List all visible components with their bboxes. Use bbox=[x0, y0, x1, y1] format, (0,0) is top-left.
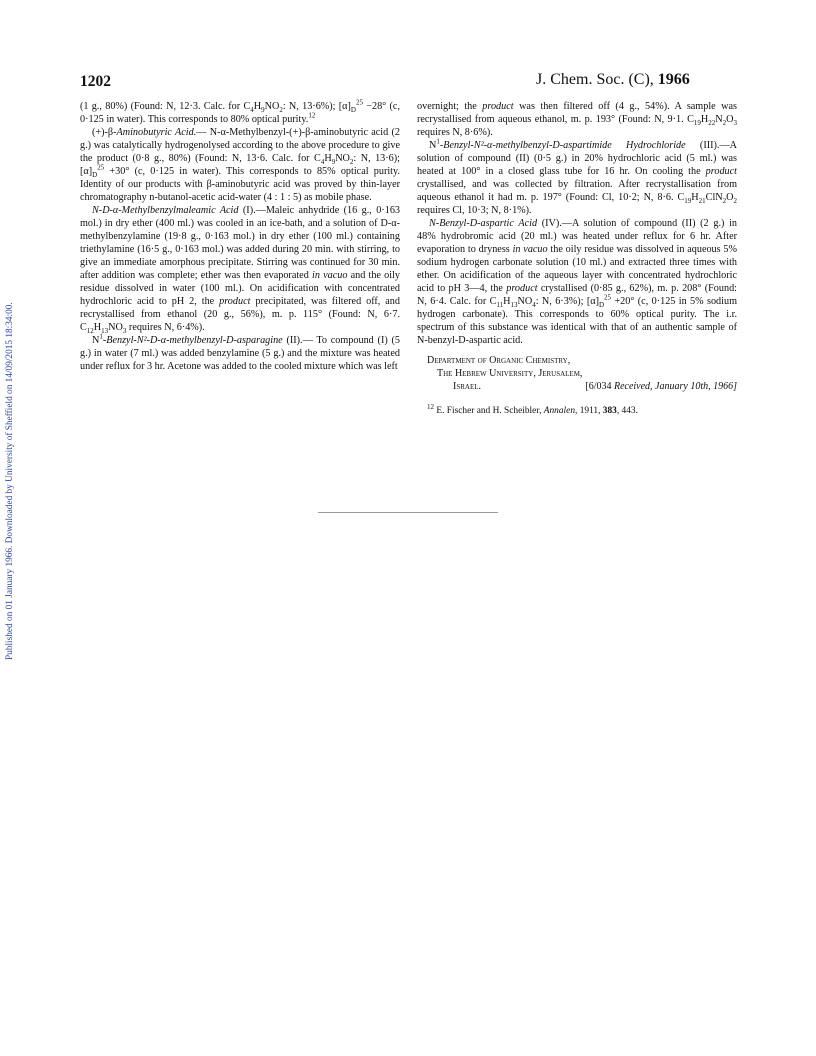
paragraph-aspartimide: $N^1-Benzyl-N^2-\alpha-methylbenzyl-D$-aspartimide Hydrochloride (III).—A solution of compound (II) (0·5 g.) in 20% hydrochloric acid (5 ml.) was heated at 100° in a closed glass tube for 16 hr. On cooling the product crystallised, and was collected by filtration. After recrystallisation from aqueous ethanol it had m. p. 197° (Found: Cl, 10·2; N, 8·6. $C_{19}H_{21}ClN_2O_2$ requires Cl, 10·3; N, 8·1%). bbox=[417, 137, 737, 216]
affiliation-department: Department of Organic Chemistry, bbox=[427, 355, 571, 366]
paragraph-asparagine-continued: overnight; the product was then filtered off (4 g., 54%). A sample was recrystallised from aqueous ethanol, m. p. 193° (Found: N, 9·1. $C_{19}H_{22}N_2O_3$ requires N, 8·6%). bbox=[417, 101, 737, 138]
affiliation-country: Israel. bbox=[453, 381, 481, 392]
compound-heading: -Benzyl-N²-α-methylbenzyl-D-aspartimide Hydrochloride bbox=[439, 140, 686, 151]
received-date: [6/034 Received, January 10th, 1966] bbox=[585, 381, 737, 392]
paragraph-maleamic-acid: N-D-α-Methylbenzylmaleamic Acid (I).—Maleic anhydride (16 g., 0·163 mol.) in dry ether (400 ml.) was cooled in an ice-bath, and a solution of D-α-methylbenzylamine (19·8 g., 0·163 mol.) in dry ether (100 ml.) containing triethylamine (16·5 g., 0·163 mol.) was added during 20 min. with stirring, to give an immediate amorphous precipitate. Stirring was continued for 30 min. after addition was complete; ether was then evaporated in vacuo and the oily residue dissolved in water (100 ml.). On acidification with concentrated hydrochloric acid to pH 2, the product precipitated, was filtered off, and recrystallised from ethanol (20 g., 56%), m. p. 115° (Found: N, 6·7. $C_{12}H_{13}NO_3$ requires N, 6·4%). bbox=[80, 205, 401, 336]
paragraph-aspartic-acid: N-Benzyl-D-aspartic Acid (IV).—A solution of compound (II) (2 g.) in 48% hydrobromic acid (20 ml.) was heated under reflux for 6 hr. After evaporation to dryness in vacuo the oily residue was dissolved in aqueous 5% sodium hydrogen carbonate solution (10 ml.) and extracted three times with ether. On acidification of the aqueous layer with concentrated hydrochloric acid to pH 3—4, the product crystallised (0·85 g., 62%), m. p. 208° (Found: N, 6·4. Calc. for $C_{11}H_{13}NO_4$: N, 6·3%); $[\alpha]_D^{25} +20^\circ$ (c, 0·125 in 5% sodium hydrogen carbonate). This corresponds to 60% optical purity. The i.r. spectrum of this substance was identical with that of an authentic sample of N-benzyl-D-aspartic acid. bbox=[417, 218, 738, 346]
paragraph-asparagine: $N^1-Benzyl-N^2-D-\alpha-methylbenzyl-D$-asparagine (II).— To compound (I) (5 g.) in water (7 ml.) was added benzylamine (5 g.) and the mixture was heated under reflux for 3 hr. Acetone was added to the cooled mixture which was left bbox=[80, 332, 400, 372]
affiliation bbox=[417, 354, 737, 393]
compound-heading: -Benzyl-N²-D-α-methylbenzyl-D-asparagine bbox=[102, 335, 283, 346]
footnote: $^{12}$ E. Fischer and H. Scheibler, Annalen, 1911, 383, 443. bbox=[427, 402, 638, 416]
journal-year: 1966 bbox=[657, 71, 690, 88]
left-column bbox=[80, 100, 400, 373]
paragraph-found-analysis: (1 g., 80%) (Found: N, 12·3. Calc. for $C_4H_9NO_2$: N, 13·6%); $[\alpha]_D^{25} -28^\circ$ (c, 0·125 in water). This corresponds to 80% optical purity.$^{12}$ bbox=[80, 98, 400, 125]
journal-header bbox=[536, 71, 690, 89]
compound-heading: N-Benzyl-D-aspartic Acid bbox=[429, 218, 538, 229]
page-number: 1202 bbox=[80, 73, 111, 90]
download-notice bbox=[5, 200, 21, 660]
end-rule bbox=[318, 512, 498, 513]
paragraph-aminobutyric-acid: (+)-β-Aminobutyric Acid.— N-α-Methylbenzyl-(+)-β-aminobutyric acid (2 g.) was catalytically hydrogenolysed according to the above procedure to give the product (0·8 g., 80%) (Found: N, 13·6. Calc. for $C_4H_9NO_2$: N, 13·6); $[\alpha]_D^{25} +30^\circ$ (c, 0·125 in water). This corresponds to 85% optical purity. Identity of our products with β-aminobutyric acid was proved by thin-layer chromatography n-butanol-acetic acid-water (4 : 1 : 5) as mobile phase. bbox=[80, 127, 400, 203]
journal-name: J. Chem. Soc. (C), bbox=[536, 71, 654, 88]
right-column bbox=[417, 100, 737, 418]
affiliation-country-received bbox=[417, 380, 737, 393]
compound-heading: Aminobutyric Acid. bbox=[116, 127, 197, 138]
reference-marker: 12 bbox=[308, 111, 316, 120]
download-notice-text: Published on 01 January 1966. Downloaded by University of Sheffield on 14/09/2015 18:34:00. bbox=[5, 302, 15, 660]
footnote-number: 12 bbox=[427, 402, 434, 411]
affiliation-university: The Hebrew University, Jerusalem, bbox=[437, 368, 583, 379]
compound-heading: N-D-α-Methylbenzylmaleamic Acid bbox=[92, 205, 239, 216]
